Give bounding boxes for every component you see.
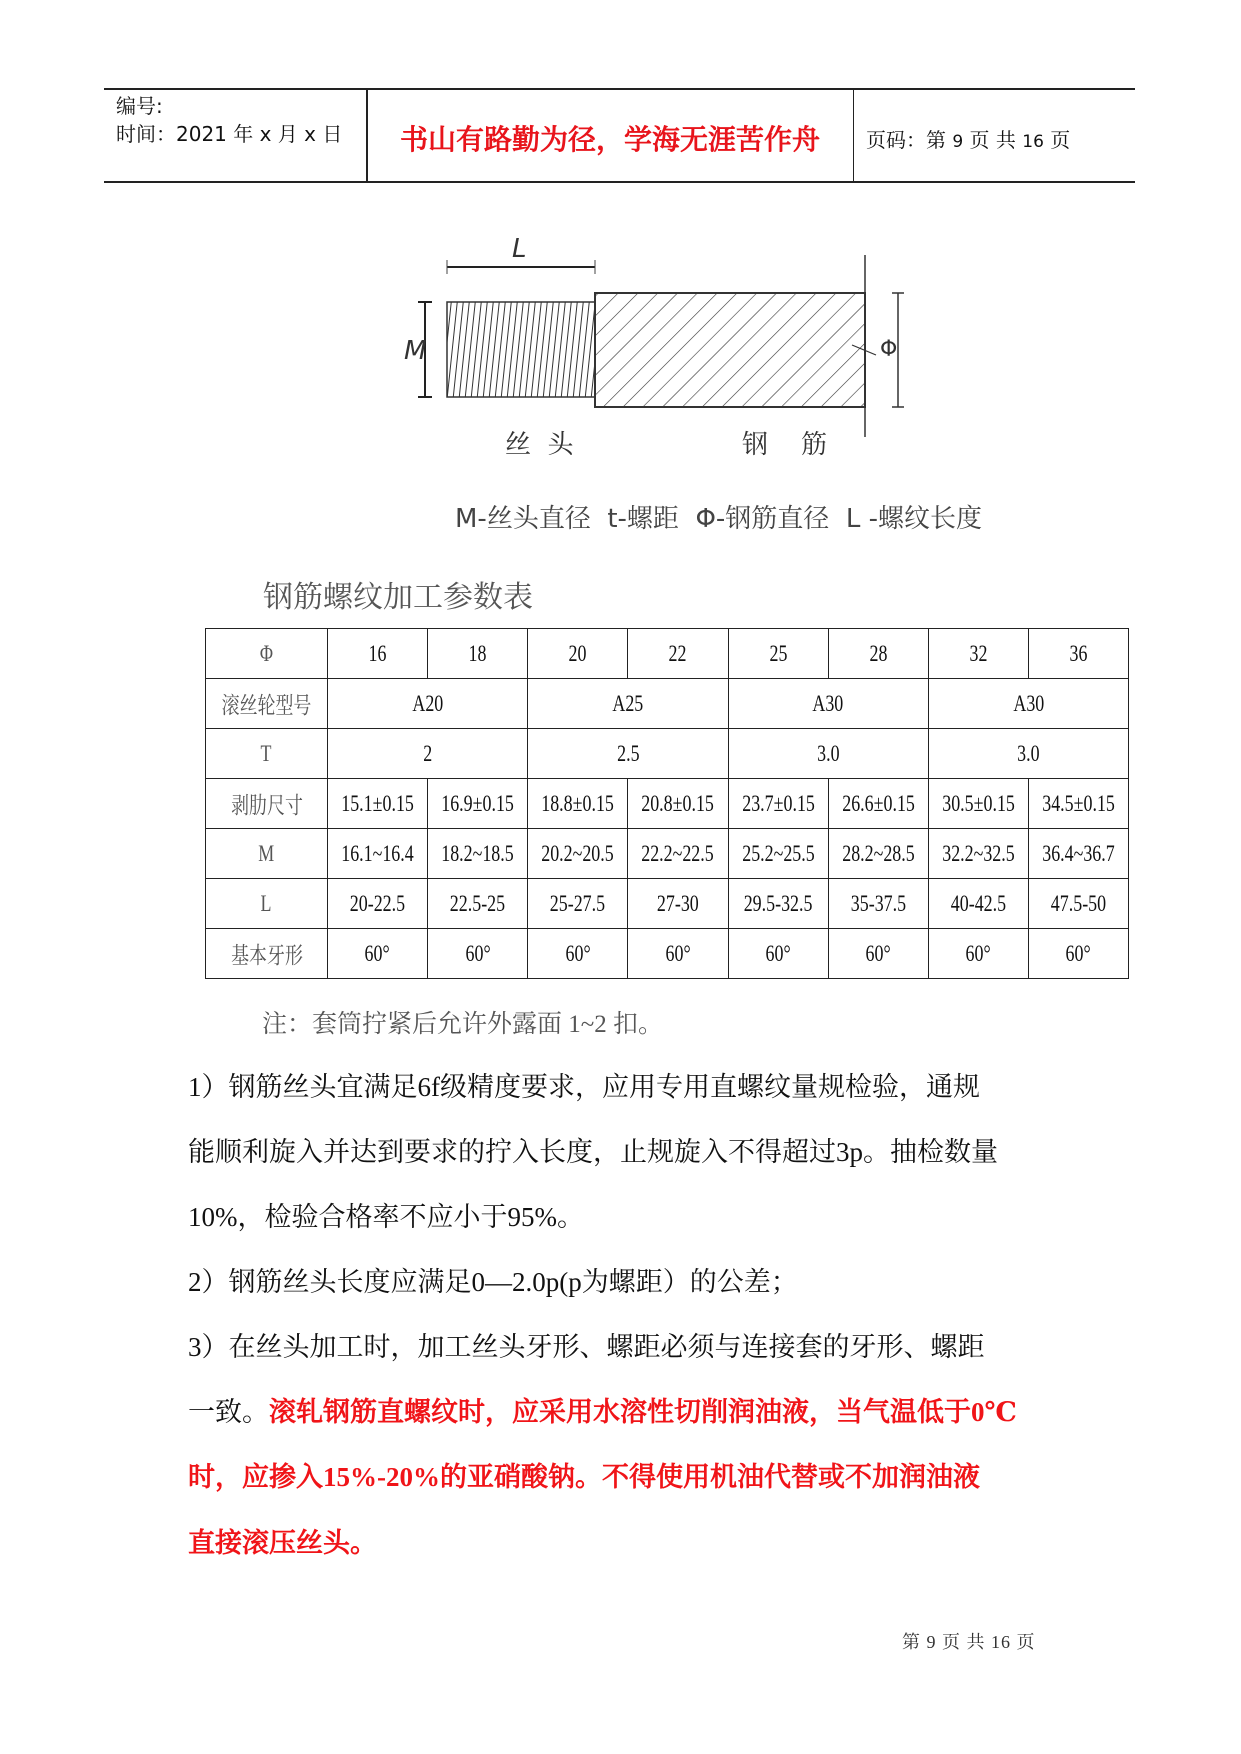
table-row: 基本牙形 60° 60° 60° 60° 60° 60° 60° 60° <box>206 929 1129 979</box>
rebar-thread-diagram <box>0 0 1241 560</box>
table-row: L 20-22.5 22.5-25 25-27.5 27-30 29.5-32.5 35-37.5 40-42.5 47.5-50 <box>206 879 1129 929</box>
figure-caption: M-丝头直径 t-螺距 Φ-钢筋直径 L -螺纹长度 <box>455 504 982 534</box>
rebar-body-shape <box>595 293 865 407</box>
paragraph-line: 一致。滚轧钢筋直螺纹时，应采用水溶性切削润油液，当气温低于0℃ <box>188 1397 1017 1427</box>
thread-head-shape <box>447 302 595 397</box>
label-thread-head: 丝 头 <box>505 430 574 460</box>
label-rebar: 钢 筋 <box>742 430 828 460</box>
label-L: L <box>512 234 527 264</box>
highlight-text: 直接滚压丝头。 <box>188 1528 377 1558</box>
paragraph-line: 2）钢筋丝头长度应满足0—2.0p(p为螺距）的公差； <box>188 1267 798 1297</box>
label-phi: Φ <box>880 337 898 362</box>
table-note: 注：套筒拧紧后允许外露面 1~2 扣。 <box>262 1011 664 1038</box>
highlight-text: 时，应掺入15%-20%的亚硝酸钠。不得使用机油代替或不加润油液 <box>188 1462 980 1492</box>
highlight-text: 滚轧钢筋直螺纹时，应采用水溶性切削润油液，当气温低于0℃ <box>269 1397 1017 1427</box>
label-M: M <box>404 336 427 366</box>
page-footer: 第 9 页 共 16 页 <box>902 1632 1036 1652</box>
table-row: 滚丝轮型号 A20 A25 A30 A30 <box>206 679 1129 729</box>
paragraph-line: 10%，检验合格率不应小于95%。 <box>188 1202 584 1232</box>
table-row: T 2 2.5 3.0 3.0 <box>206 729 1129 779</box>
page-current: 9 <box>952 132 964 152</box>
page-total: 16 <box>1022 132 1044 152</box>
header-page-info: 页码：第 9 页 共 16 页 <box>866 128 1071 152</box>
table-row: Φ 16 18 20 22 25 28 32 36 <box>206 629 1129 679</box>
paragraph-line: 能顺利旋入并达到要求的拧入长度，止规旋入不得超过3p。抽检数量 <box>188 1137 998 1167</box>
paragraph-line: 1）钢筋丝头宜满足6f级精度要求，应用专用直螺纹量规检验，通规 <box>188 1072 980 1102</box>
serial-label: 编号: <box>116 94 163 118</box>
header-motto: 书山有路勤为径，学海无涯苦作舟 <box>399 123 820 156</box>
table-title: 钢筋螺纹加工参数表 <box>263 581 533 614</box>
time-label: 时间：2021 年 x 月 x 日 <box>116 122 343 146</box>
table-row: M 16.1~16.4 18.2~18.5 20.2~20.5 22.2~22.5 25.2~25.5 28.2~28.5 32.2~32.5 36.4~36.7 <box>206 829 1129 879</box>
paragraph-line: 3）在丝头加工时，加工丝头牙形、螺距必须与连接套的牙形、螺距 <box>188 1332 985 1362</box>
table-row: 剥肋尺寸 15.1±0.15 16.9±0.15 18.8±0.15 20.8±0.15 23.7±0.15 26.6±0.15 30.5±0.15 34.5±0.15 <box>206 779 1129 829</box>
thread-parameter-table <box>205 628 1129 979</box>
